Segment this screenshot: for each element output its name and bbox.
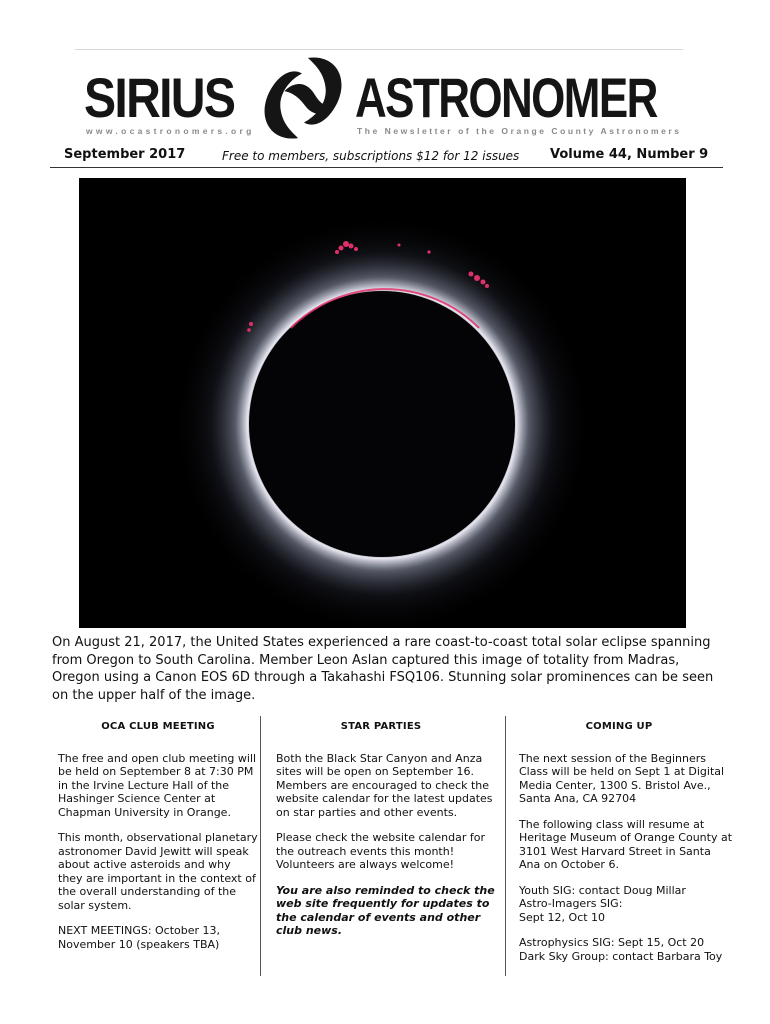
eclipse-illustration [79, 178, 686, 628]
speaker-paragraph: This month, observational planetary astronomer David Jewitt will speak about active asteroids and why they are important in the context of the overall understanding of the solar system. [58, 831, 258, 912]
outreach-paragraph: Please check the website calendar for the outreach events this month! Volunteers are always welcome! [276, 831, 486, 871]
beginners-class-paragraph: The next session of the Beginners Class will be held on Sept 1 at Digital Media Center, 1300 S. Bristol Ave., Santa Ana, CA 92704 [519, 751, 725, 805]
masthead-tagline: The Newsletter of the Orange County Astronomers [357, 126, 682, 136]
meeting-paragraph: The free and open club meeting will be held on September 8 at 7:30 PM in the Irvine Lecture Hall of the Hashinger Science Center at Chapman University in Orange. [58, 751, 257, 819]
masthead-title-right: ASTRONOMER [355, 66, 657, 129]
next-meetings: NEXT MEETINGS: October 13, November 10 (speakers TBA) [58, 924, 221, 951]
column-heading: COMING UP [585, 721, 653, 732]
following-class-paragraph: The following class will resume at Heritage Museum of Orange County at 3101 West Harvard Street in Santa Ana on October 6. [519, 817, 733, 871]
sig-paragraph: Youth SIG: contact Doug Millar Astro-Imagers SIG: Sept 12, Oct 10 [519, 883, 686, 924]
column-divider [505, 716, 506, 976]
column-divider [260, 716, 261, 976]
eclipse-photo [79, 178, 686, 628]
column-heading: STAR PARTIES [340, 721, 422, 732]
star-party-paragraph: Both the Black Star Canyon and Anza sites will be open on September 16. Members are encouraged to check the website calendar for the latest updates on star parties and other events. [276, 751, 493, 819]
top-divider [75, 49, 683, 50]
masthead-url[interactable]: www.ocastronomers.org [86, 126, 255, 136]
column-club-meeting [58, 720, 258, 963]
column-heading: OCA CLUB MEETING [101, 721, 215, 732]
reminder-paragraph: You are also reminded to check the web site frequently for updates to the calendar of events and other club news. [276, 883, 495, 937]
sirius-swirl-logo-icon [255, 52, 353, 144]
issue-volume: Volume 44, Number 9 [550, 147, 709, 162]
photo-caption: On August 21, 2017, the United States experienced a rare coast-to-coast total solar eclipse spanning from Oregon to South Carolina. Member Leon Aslan captured this image of totality from Madras, Oregon using a Canon EOS 6D through a Takahashi FSQ106. Stunning solar prominences can be seen on the upper half of the image. [52, 635, 714, 703]
astrophysics-paragraph: Astrophysics SIG: Sept 15, Oct 20 Dark Sky Group: contact Barbara Toy [519, 936, 723, 963]
column-coming-up [519, 720, 733, 975]
subscription-note: Free to members, subscriptions $12 for 12 issues [222, 149, 520, 163]
issue-date: September 2017 [64, 147, 186, 162]
moon-disk [249, 291, 515, 557]
column-star-parties [276, 720, 498, 950]
header-rule [50, 167, 723, 168]
masthead-title-left: SIRIUS [84, 66, 235, 129]
